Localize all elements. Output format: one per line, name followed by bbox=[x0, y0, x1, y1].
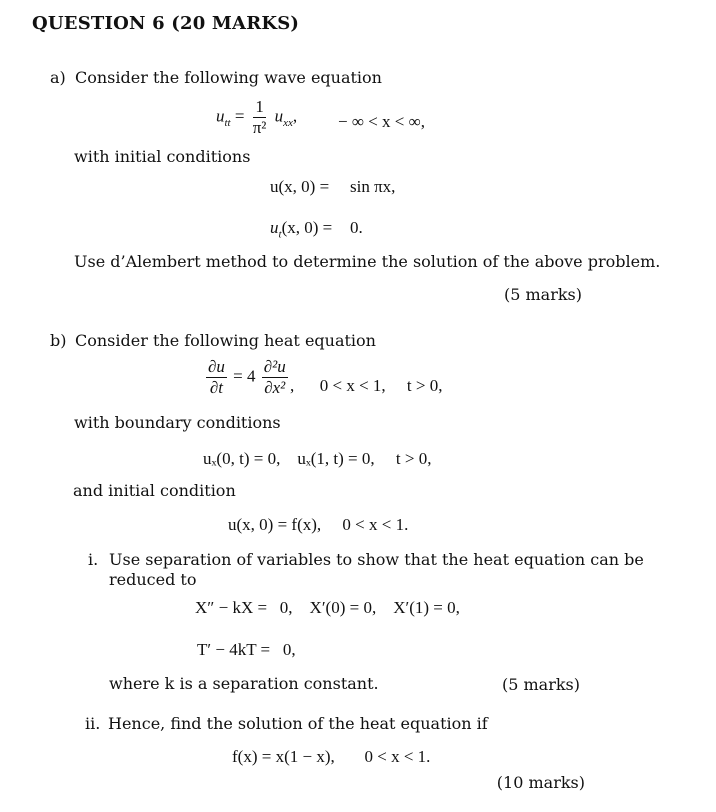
sub-ii-text: Hence, find the solution of the heat equation if bbox=[108, 714, 488, 733]
sub-i-text-line2: reduced to bbox=[109, 570, 197, 589]
initial-condition-label: and initial condition bbox=[73, 481, 236, 500]
initial-condition-2-rhs: 0. bbox=[350, 218, 363, 237]
heat-eq-lhs-num: ∂u bbox=[208, 357, 225, 376]
boundary-conditions: uₓ(0, t) = 0, uₓ(1, t) = 0, t > 0, bbox=[203, 449, 432, 468]
wave-eq-frac-num: 1 bbox=[255, 97, 264, 116]
initial-condition-1-rhs: sin πx, bbox=[350, 177, 396, 196]
heat-eq-coef: = 4 bbox=[233, 366, 256, 386]
sub-i-text-line1: Use separation of variables to show that the heat equation can be bbox=[109, 550, 644, 569]
initial-profile-equation: f(x) = x(1 − x), 0 < x < 1. bbox=[232, 747, 431, 766]
ic2-lhs-main: u bbox=[270, 218, 279, 237]
wave-eq-domain: − ∞ < x < ∞, bbox=[338, 112, 426, 131]
separated-ode-t: T′ − 4kT = 0, bbox=[197, 640, 296, 659]
initial-condition: u(x, 0) = f(x), 0 < x < 1. bbox=[228, 515, 409, 534]
sub-ii-marks: (10 marks) bbox=[496, 773, 585, 792]
ic2-lhs-rest: (x, 0) = bbox=[281, 218, 333, 237]
heat-eq-lhs-fraction bbox=[206, 358, 227, 397]
part-a-marks: (5 marks) bbox=[503, 285, 582, 304]
sub-ii-label: ii. bbox=[85, 714, 101, 733]
part-b-label: b) bbox=[50, 331, 67, 350]
part-a-label: a) bbox=[50, 68, 66, 87]
ic2-lhs-sub: t bbox=[278, 228, 282, 241]
wave-eq-frac-den: π² bbox=[252, 117, 267, 137]
wave-eq-lhs: u bbox=[216, 106, 225, 126]
heat-eq-rhs-num: ∂²u bbox=[263, 357, 286, 376]
part-a-conditions-label: with initial conditions bbox=[74, 147, 251, 166]
heat-eq-domain: , 0 < x < 1, t > 0, bbox=[290, 376, 443, 395]
initial-condition-1-lhs: u(x, 0) = bbox=[270, 177, 330, 196]
boundary-conditions-label: with boundary conditions bbox=[74, 413, 281, 432]
sub-i-where: where k is a separation constant. bbox=[109, 674, 379, 693]
part-b-intro: Consider the following heat equation bbox=[75, 331, 376, 350]
initial-condition-2-lhs bbox=[270, 218, 332, 242]
wave-eq-lhs-sub: tt bbox=[224, 116, 231, 129]
heat-eq-rhs-den: ∂x² bbox=[264, 377, 286, 397]
wave-eq-fraction bbox=[251, 98, 269, 137]
heat-eq-rhs-fraction bbox=[262, 358, 288, 397]
sub-i-marks: (5 marks) bbox=[501, 675, 580, 694]
heat-equation bbox=[204, 358, 290, 397]
wave-eq-rhs-sub: xx bbox=[283, 116, 293, 129]
heat-eq-lhs-den: ∂t bbox=[209, 377, 224, 397]
wave-equation: $u_{tt}$ = $\frac{1}{\text{π²}}$ $u_{xx}$, bbox=[216, 97, 298, 137]
part-a-intro: Consider the following wave equation bbox=[75, 68, 382, 87]
wave-eq-rhs: u bbox=[274, 106, 284, 126]
sub-i-label: i. bbox=[88, 550, 99, 569]
part-a-instruction: Use d’Alembert method to determine the solution of the above problem. bbox=[74, 252, 661, 271]
question-heading: QUESTION 6 (20 MARKS) bbox=[32, 13, 300, 34]
separated-ode-x: X″ − kX = 0, X′(0) = 0, X′(1) = 0, bbox=[195, 598, 460, 617]
